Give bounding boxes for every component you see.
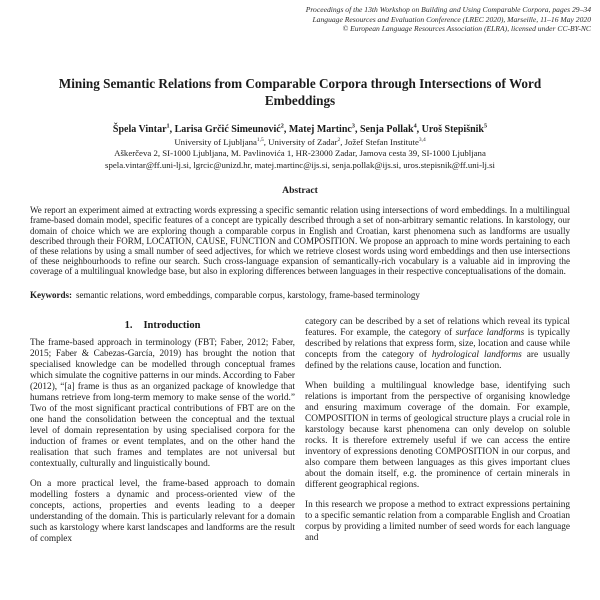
intro-paragraph-4: When building a multilingual knowledge base, identifying such relations is important from the perspective of organising knowledge and ensuring maximum coverage of the domain. For example, COMPOSITION in terms of geological structure plays a crucial role in karstology because karst phenomena can only develop on soluble rocks. It is therefore extremely useful if we can access the entire inventory of expressions denoting COMPOSITION in our corpus, and also compare them between languages as this gives important clues about the domain itself, e.g. the prominence of certain minerals in different geographical regions. bbox=[305, 380, 570, 490]
author-5: Uroš Stepišnik$^5$ bbox=[421, 122, 488, 135]
right-column bbox=[305, 317, 570, 554]
affiliation-3: Jožef Stefan Institute$^{3,4}$ bbox=[344, 137, 426, 147]
left-column bbox=[30, 317, 295, 554]
affiliation-3-mark: 3,4 bbox=[418, 137, 426, 144]
intro-paragraph-3: category can be described by a set of relations which reveal its typical features. For example, the category of surface landforms is typically described by relations that express form, size, location and cause while concepts from the category of hydrological landforms are usually defined by the relations cause, location and function. bbox=[305, 316, 571, 371]
affiliation-2-mark: 2 bbox=[337, 137, 341, 144]
author-3-affiliation-mark: 3 bbox=[351, 122, 355, 130]
paper-title: Mining Semantic Relations from Comparable Corpora through Intersections of Word Embeddings bbox=[58, 76, 542, 108]
intro-paragraph-1: The frame-based approach in terminology (FBT; Faber, 2012; Faber, 2015; Faber & Cabezas-García, 2019) has brought the notion that specialised knowledge can be modelled through conceptual frames which simulate the cognitive patterns in our minds. According to Faber (2012), “[a] frame is thus as an organized package of knowledge that humans retrieve from long-term memory to make sense of the world.” Two of the most significant practical contributions of FBT are on the one hand the consolidation between the conceptual and the textual level of domain representation by using specialised corpora for the induction of frames or event templates, and on the other hand the realisation that such frames and templates are not universal but contextually, culturally and linguistically bound. bbox=[30, 337, 295, 469]
abstract-heading: Abstract bbox=[282, 185, 318, 197]
proceedings-line-1: Proceedings of the 13th Workshop on Building and Using Comparable Corpora, pages 29–34 bbox=[305, 5, 591, 14]
proceedings-header bbox=[306, 5, 591, 34]
author-4: Senja Pollak$^4$, bbox=[359, 122, 422, 135]
intro-paragraph-5: In this research we propose a method to extract expressions pertaining to a specific semantic relation from a comparable English and Croatian corpus by providing a limited number of seed words for each language and bbox=[305, 499, 570, 543]
email-line: spela.vintar@ff.uni-lj.si, lgrcic@unizd.hr, matej.martinc@ijs.si, senja.pollak@ijs.si, uros.stepisnik@ff.uni-lj.si bbox=[105, 159, 495, 170]
affiliation-2: University of Zadar$^2$, bbox=[268, 137, 345, 147]
proceedings-line-2: Language Resources and Evaluation Conference (LREC 2020), Marseille, 11–16 May 2020 bbox=[312, 14, 591, 24]
author-line bbox=[0, 124, 600, 136]
italic-term-hydrological-landforms: hydrological landforms bbox=[431, 349, 522, 360]
author-1-affiliation-mark: 1 bbox=[166, 122, 170, 130]
author-2-affiliation-mark: 2 bbox=[280, 122, 284, 130]
author-1: Špela Vintar$^1$, bbox=[112, 122, 175, 135]
author-5-affiliation-mark: 5 bbox=[484, 122, 488, 130]
keywords-label: Keywords: bbox=[30, 289, 72, 300]
keywords-line bbox=[30, 290, 570, 300]
intro-paragraph-2: On a more practical level, the frame-based approach to domain modelling fosters a dynamic and process-oriented view of the concepts, actions, properties and events leading to a deeper understanding of the domain. This is particularly relevant for a domain such as karstology where karst landscapes and landforms are the result of complex bbox=[30, 478, 295, 544]
address-line: Aškerčeva 2, SI-1000 Ljubljana, M. Pavlinovića 1, HR-23000 Zadar, Jamova cesta 39, SI-1000 Ljubljana bbox=[114, 148, 486, 159]
section-heading-introduction bbox=[30, 320, 295, 331]
italic-term-surface-landforms: surface landforms bbox=[455, 327, 525, 338]
author-2: Larisa Grčić Simeunović$^2$, bbox=[174, 122, 289, 135]
proceedings-line-3: © European Language Resources Association (ELRA), licensed under CC-BY-NC bbox=[342, 24, 591, 34]
affiliation-1: University of Ljubljana$^{1,5}$, bbox=[174, 137, 269, 147]
two-column-body bbox=[30, 317, 570, 554]
author-3: Matej Martinc$^3$, bbox=[288, 122, 360, 135]
section-title: Introduction bbox=[143, 319, 201, 331]
affiliation-1-mark: 1,5 bbox=[256, 137, 264, 144]
section-number: 1. bbox=[124, 319, 133, 331]
keywords-text: semantic relations, word embeddings, comparable corpus, karstology, frame-based terminology bbox=[76, 289, 420, 300]
author-4-affiliation-mark: 4 bbox=[413, 122, 417, 130]
affiliation-line bbox=[0, 137, 600, 148]
abstract-text: We report an experiment aimed at extracting words expressing a specific semantic relation using intersections of word embeddings. In a multilingual frame-based domain model, specific features of a concept are typically described through a set of non-arbitrary semantic relations. In karstology, our domain of choice which we are exploring though a comparable corpus in English and Croatian, karst phenomena such as landforms are usually described through their FORM, LOCATION, CAUSE, FUNCTION and COMPOSITION. We propose an approach to mine words pertaining to each of these relations by using a small number of seed adjectives, for which we retrieve closest words using word embeddings and then use intersections of these neighbourhoods to refine our search. Such cross-language expansion of semantically-rich vocabulary is a valuable aid in improving the coverage of a multilingual knowledge base, but also in exploring differences between languages in their respective conceptualisations of the domain. bbox=[30, 205, 570, 277]
